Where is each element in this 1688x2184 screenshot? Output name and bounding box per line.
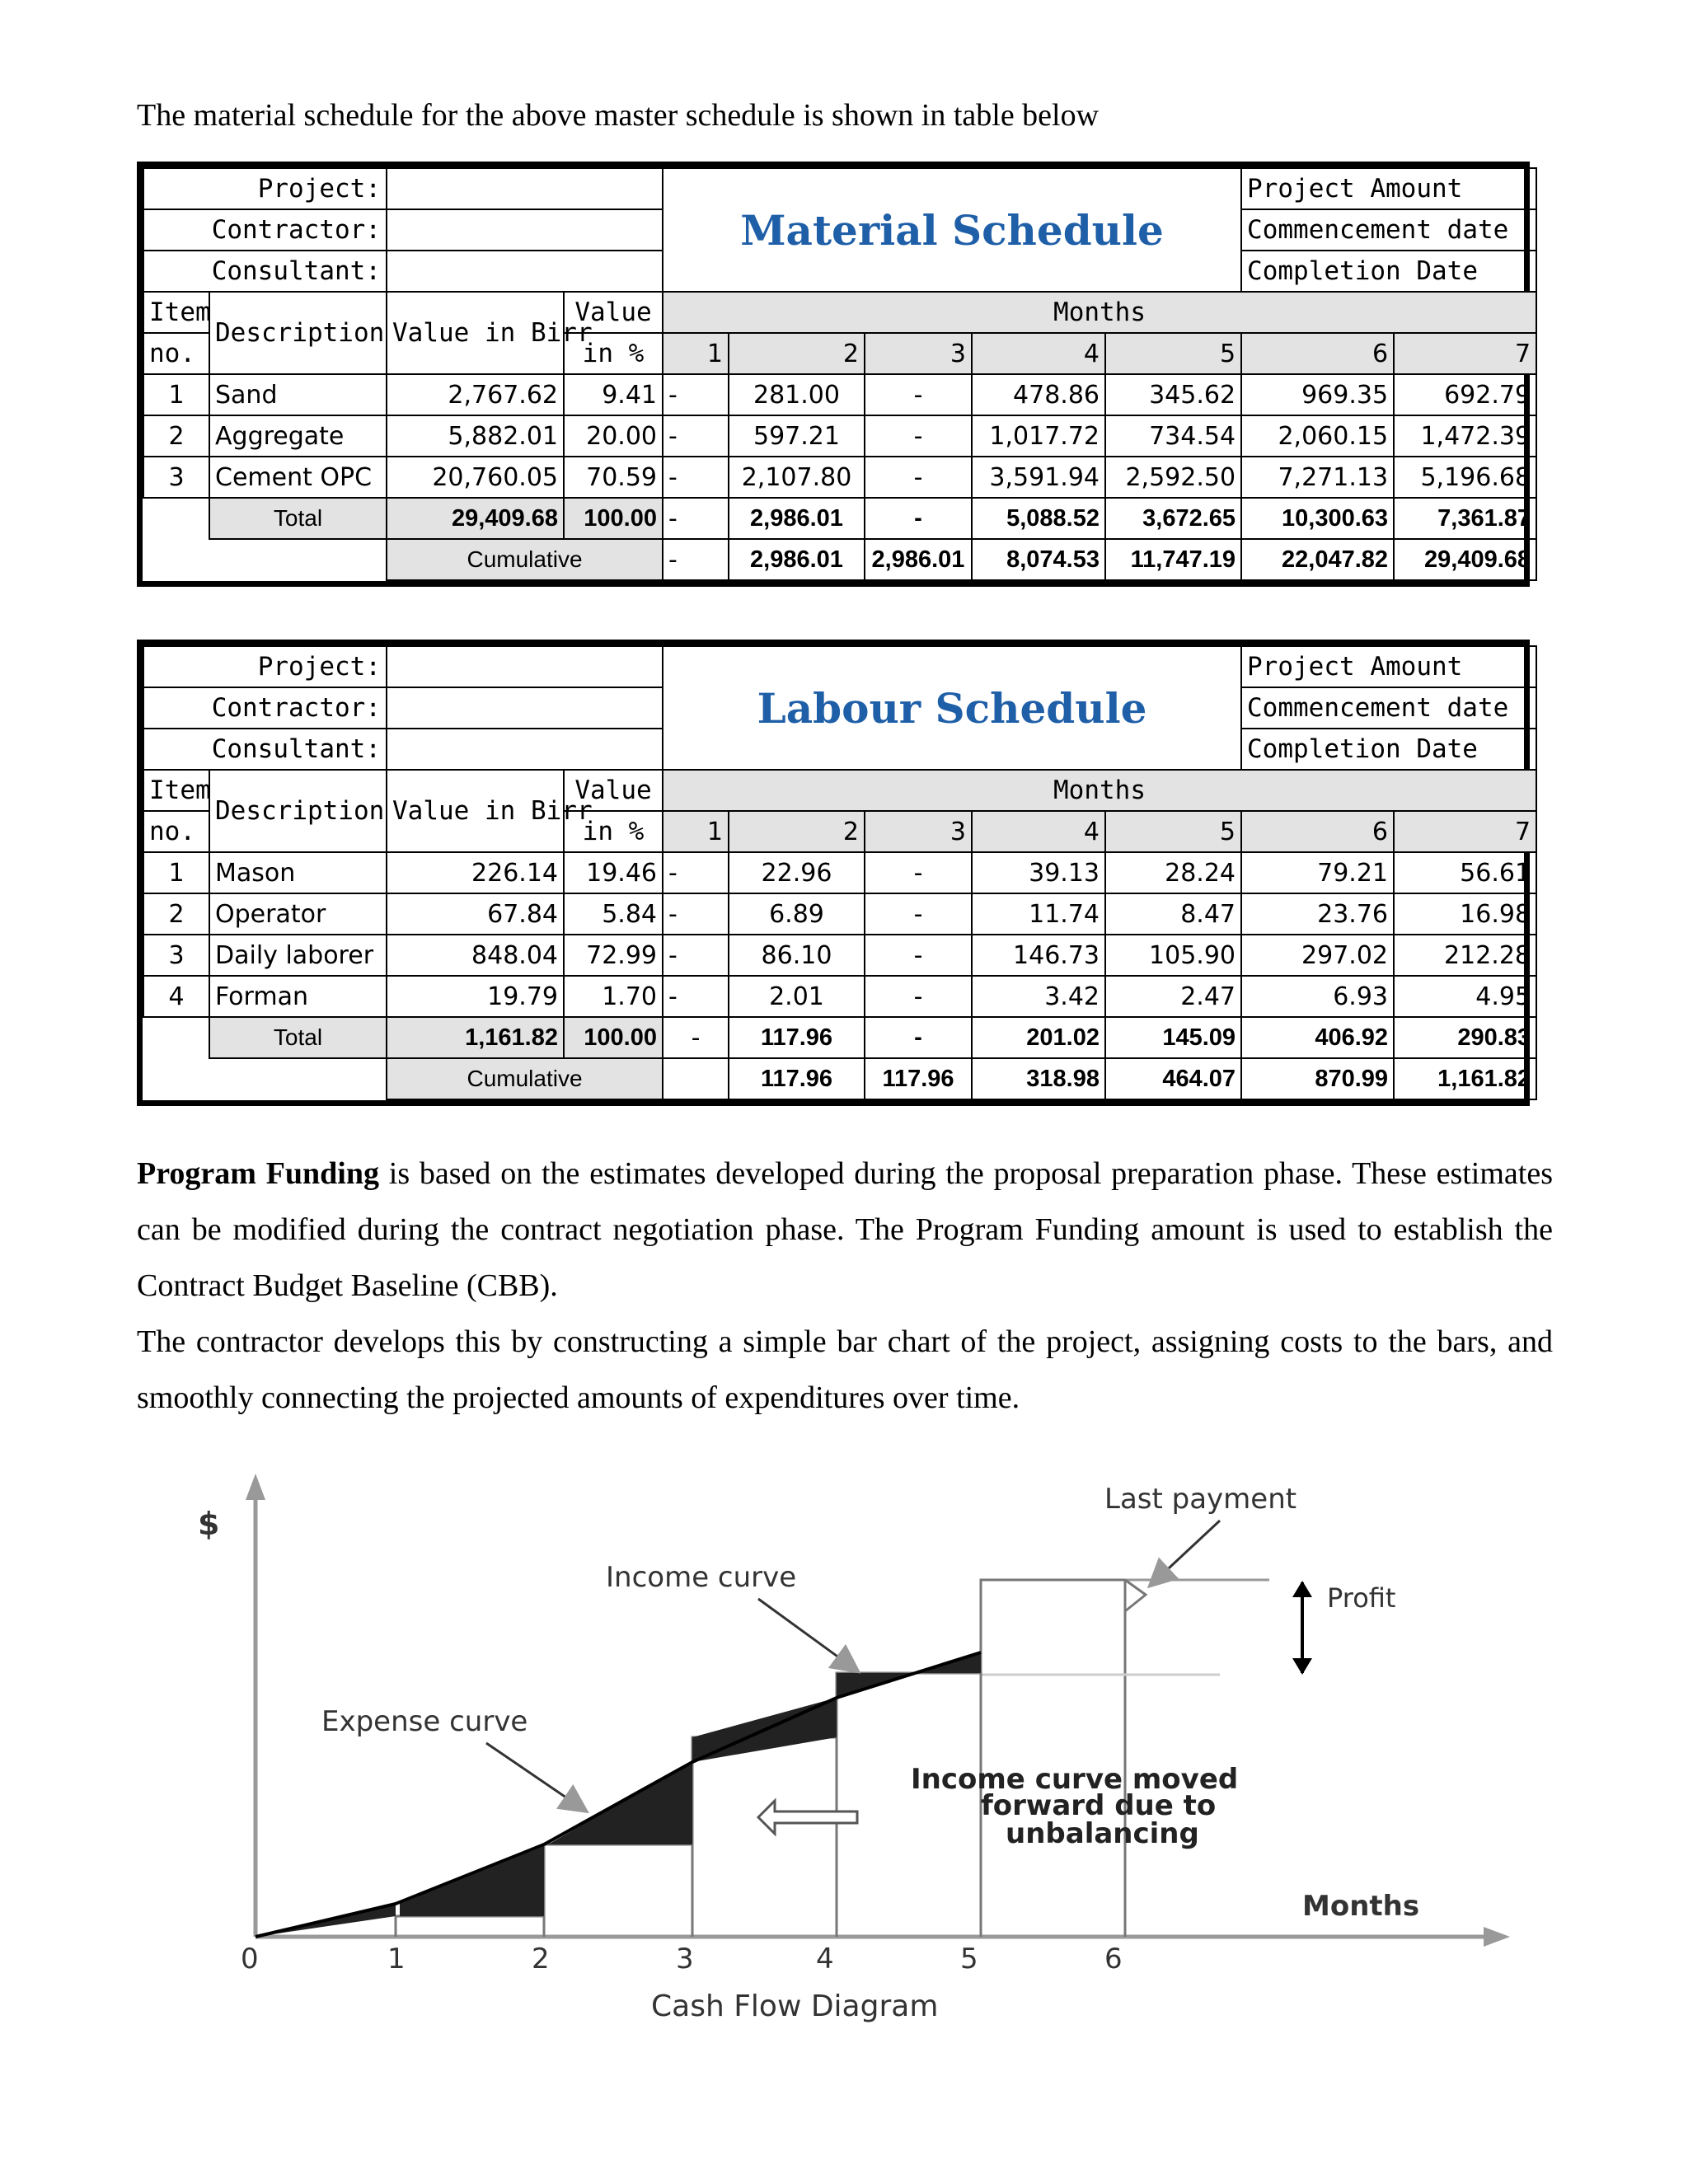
y-axis-arrow [246,1474,265,1500]
cell: 117.96 [865,1058,972,1099]
y-axis-label: $ [198,1506,220,1542]
value-pct-header-2: in % [564,811,663,852]
cell [143,498,209,539]
cell: - [663,415,729,457]
cell: 2,986.01 [865,539,972,580]
month-number: 6 [1241,811,1394,852]
cell: 11.74 [972,893,1105,935]
cell [209,539,387,580]
month-number: 7 [1394,811,1536,852]
cell: 3,591.94 [972,457,1105,498]
table-row [143,935,1536,976]
value-pct-header: Value [564,292,663,333]
cell: 2,107.80 [729,457,865,498]
month-number: 4 [972,811,1105,852]
cell: Aggregate [209,415,387,457]
cell: 6.89 [729,893,865,935]
cell: 7,271.13 [1241,457,1394,498]
cell: 22.96 [729,852,865,893]
project-amount-label: Project Amount [1241,168,1536,209]
cell: - [865,935,972,976]
cell: 4 [143,976,209,1017]
cell: 870.99 [1241,1058,1394,1099]
table-row [143,374,1536,415]
cell: - [865,457,972,498]
cell [143,1017,209,1058]
value-pct-header: Value [564,770,663,811]
description-header: Description [209,770,387,852]
cell: 297.02 [1241,935,1394,976]
cell: - [865,415,972,457]
cell: 2.01 [729,976,865,1017]
cell: 464.07 [1105,1058,1241,1099]
commencement-date-label: Commencement date [1241,209,1536,251]
total-label: Total [209,1017,387,1058]
project-value [387,646,663,687]
labour-schedule-title: Labour Schedule [663,646,1241,770]
cumulative-row [143,1058,1536,1099]
labour-schedule-table [137,640,1530,1106]
cell: Operator [209,893,387,935]
cell: 146.73 [972,935,1105,976]
cell: 79.21 [1241,852,1394,893]
income-curve-label: Income curve [606,1561,797,1594]
expense-wedge-2 [400,1846,544,1916]
contractor-value [387,687,663,729]
paragraph [137,1146,1553,1314]
cell: - [865,1017,972,1058]
consultant-label: Consultant: [143,729,387,770]
value-birr-header: Value in Birr [387,770,564,852]
project-label: Project: [143,646,387,687]
month-number: 1 [663,333,729,374]
diagram-caption: Cash Flow Diagram [651,1990,939,2023]
cell: 10,300.63 [1241,498,1394,539]
profit-label: Profit [1327,1582,1396,1614]
item-no-header: no. [143,333,209,374]
cash-flow-diagram [148,1459,1550,2023]
cell: 6.93 [1241,976,1394,1017]
cell: 56.61 [1394,852,1536,893]
cell: - [663,374,729,415]
cell: 2,986.01 [729,498,865,539]
cell: 72.99 [564,935,663,976]
income-curve-arrow [758,1599,849,1665]
material-schedule-title: Material Schedule [663,168,1241,292]
cell: - [663,1017,729,1058]
cell: 3,672.65 [1105,498,1241,539]
cell: 734.54 [1105,415,1241,457]
profit-arrow-bottom [1292,1658,1312,1675]
month-number: 3 [865,811,972,852]
expense-curve-arrow [486,1743,577,1805]
cell: Forman [209,976,387,1017]
cell: 1,161.82 [1394,1058,1536,1099]
total-row [143,498,1536,539]
cell: - [663,976,729,1017]
item-header: Item [143,770,209,811]
table-row [143,893,1536,935]
cell: 5,882.01 [387,415,564,457]
profit-arrow-top [1292,1581,1312,1597]
month-number: 2 [729,333,865,374]
material-schedule-table [137,162,1530,587]
cell: 22,047.82 [1241,539,1394,580]
program-funding-term: Program Funding [137,1156,379,1191]
months-header: Months [663,292,1536,333]
cell: 8,074.53 [972,539,1105,580]
completion-date-label: Completion Date [1241,729,1536,770]
cell: Cement OPC [209,457,387,498]
cell: - [663,539,729,580]
cell: 86.10 [729,935,865,976]
cell: 281.00 [729,374,865,415]
cell: 2,767.62 [387,374,564,415]
project-label: Project: [143,168,387,209]
cell: 3 [143,935,209,976]
consultant-value [387,729,663,770]
expense-curve-label: Expense curve [321,1705,528,1738]
x-tick-label: 3 [676,1943,694,1975]
cell: 67.84 [387,893,564,935]
cell: 406.92 [1241,1017,1394,1058]
cell: 1 [143,374,209,415]
cell [209,1058,387,1099]
consultant-label: Consultant: [143,251,387,292]
cell: 848.04 [387,935,564,976]
cell: 11,747.19 [1105,539,1241,580]
cell: 20.00 [564,415,663,457]
cell: 692.79 [1394,374,1536,415]
cell: 1,161.82 [387,1017,564,1058]
total-label: Total [209,498,387,539]
cell: 345.62 [1105,374,1241,415]
item-header: Item [143,292,209,333]
moved-label-line1: Income curve moved [911,1763,1239,1796]
x-axis-label: Months [1302,1890,1420,1923]
cell: 100.00 [564,1017,663,1058]
month-number: 4 [972,333,1105,374]
contractor-value [387,209,663,251]
value-birr-header: Value in Birr [387,292,564,374]
cell: - [865,976,972,1017]
cell: 2.47 [1105,976,1241,1017]
cell: 19.46 [564,852,663,893]
contractor-label: Contractor: [143,687,387,729]
cell: 1 [143,852,209,893]
cell: 29,409.68 [387,498,564,539]
commencement-date-label: Commencement date [1241,687,1536,729]
cell: 969.35 [1241,374,1394,415]
cell: 201.02 [972,1017,1105,1058]
cell: 19.79 [387,976,564,1017]
x-tick-label: 5 [960,1943,978,1975]
cell: 117.96 [729,1058,865,1099]
cell: 9.41 [564,374,663,415]
cell: - [865,852,972,893]
completion-date-label: Completion Date [1241,251,1536,292]
cell: 5,088.52 [972,498,1105,539]
month-number: 1 [663,811,729,852]
item-no-header: no. [143,811,209,852]
cell: - [663,935,729,976]
table-row [143,457,1536,498]
x-tick-label: 2 [532,1943,550,1975]
cell: 1,017.72 [972,415,1105,457]
cell: 16.98 [1394,893,1536,935]
moved-label-line2: forward due to [981,1789,1217,1822]
cell: 5.84 [564,893,663,935]
x-tick-label: 0 [241,1943,259,1975]
cash-flow-svg [148,1459,1550,2023]
cell: 2,592.50 [1105,457,1241,498]
cell: 2 [143,893,209,935]
cell: 70.59 [564,457,663,498]
cell: 100.00 [564,498,663,539]
cell: 20,760.05 [387,457,564,498]
cell: 7,361.87 [1394,498,1536,539]
cumulative-label: Cumulative [387,539,663,580]
cell: 2,986.01 [729,539,865,580]
last-payment-label: Last payment [1104,1483,1297,1516]
month-number: 7 [1394,333,1536,374]
description-header: Description [209,292,387,374]
cell: Sand [209,374,387,415]
consultant-value [387,251,663,292]
value-pct-header-2: in % [564,333,663,374]
paragraph: The contractor develops this by constructing a simple bar chart of the project, assigning costs to the bars, and smoothly connecting the projected amounts of expenditures over time. [137,1324,1553,1415]
project-amount-label: Project Amount [1241,646,1536,687]
expense-curve [256,1652,981,1937]
month-number: 5 [1105,333,1241,374]
intro-text: The material schedule for the above master schedule is shown in table below [137,98,1100,133]
cell: 39.13 [972,852,1105,893]
last-payment-arrow [1158,1521,1220,1578]
cell: 3 [143,457,209,498]
month-number: 2 [729,811,865,852]
cell: 2 [143,415,209,457]
x-tick-label: 6 [1104,1943,1123,1975]
cell: Daily laborer [209,935,387,976]
cell [663,1058,729,1099]
shift-left-arrow-icon [758,1801,857,1834]
cell: 105.90 [1105,935,1241,976]
paragraph-text: is based on the estimates developed during the proposal preparation phase. These estimates can be modified during the contract negotiation phase. The Program Funding amount is used to establish the Contract Budget Baseline (CBB). [137,1156,1553,1303]
cell: - [663,893,729,935]
table-row [143,415,1536,457]
project-value [387,168,663,209]
cell: 8.47 [1105,893,1241,935]
cell: - [663,852,729,893]
cell: - [663,457,729,498]
cell: 29,409.68 [1394,539,1536,580]
cell: 4.95 [1394,976,1536,1017]
cell: 5,196.68 [1394,457,1536,498]
x-tick-label: 4 [816,1943,834,1975]
cell: 212.28 [1394,935,1536,976]
cell: 117.96 [729,1017,865,1058]
contractor-label: Contractor: [143,209,387,251]
moved-label-line3: unbalancing [1006,1817,1199,1850]
cell: 597.21 [729,415,865,457]
cell: 226.14 [387,852,564,893]
cell: 2,060.15 [1241,415,1394,457]
cell: 318.98 [972,1058,1105,1099]
cumulative-row [143,539,1536,580]
cumulative-label: Cumulative [387,1058,663,1099]
cell [143,1058,209,1099]
cell: 28.24 [1105,852,1241,893]
month-number: 6 [1241,333,1394,374]
cell: - [663,498,729,539]
cell: 3.42 [972,976,1105,1017]
x-axis-arrow [1484,1927,1510,1947]
cell: 23.76 [1241,893,1394,935]
x-tick-label: 1 [387,1943,406,1975]
cell: - [865,893,972,935]
total-row [143,1017,1536,1058]
last-payment-marker [1125,1580,1146,1611]
cell: 145.09 [1105,1017,1241,1058]
cell: - [865,498,972,539]
program-funding-text [137,1146,1553,1426]
month-number: 3 [865,333,972,374]
cell: 478.86 [972,374,1105,415]
cell: - [865,374,972,415]
months-header: Months [663,770,1536,811]
cell: 1.70 [564,976,663,1017]
cell [143,539,209,580]
cell: 1,472.39 [1394,415,1536,457]
table-row [143,852,1536,893]
table-row [143,976,1536,1017]
month-number: 5 [1105,811,1241,852]
cell: Mason [209,852,387,893]
cell: 290.83 [1394,1017,1536,1058]
